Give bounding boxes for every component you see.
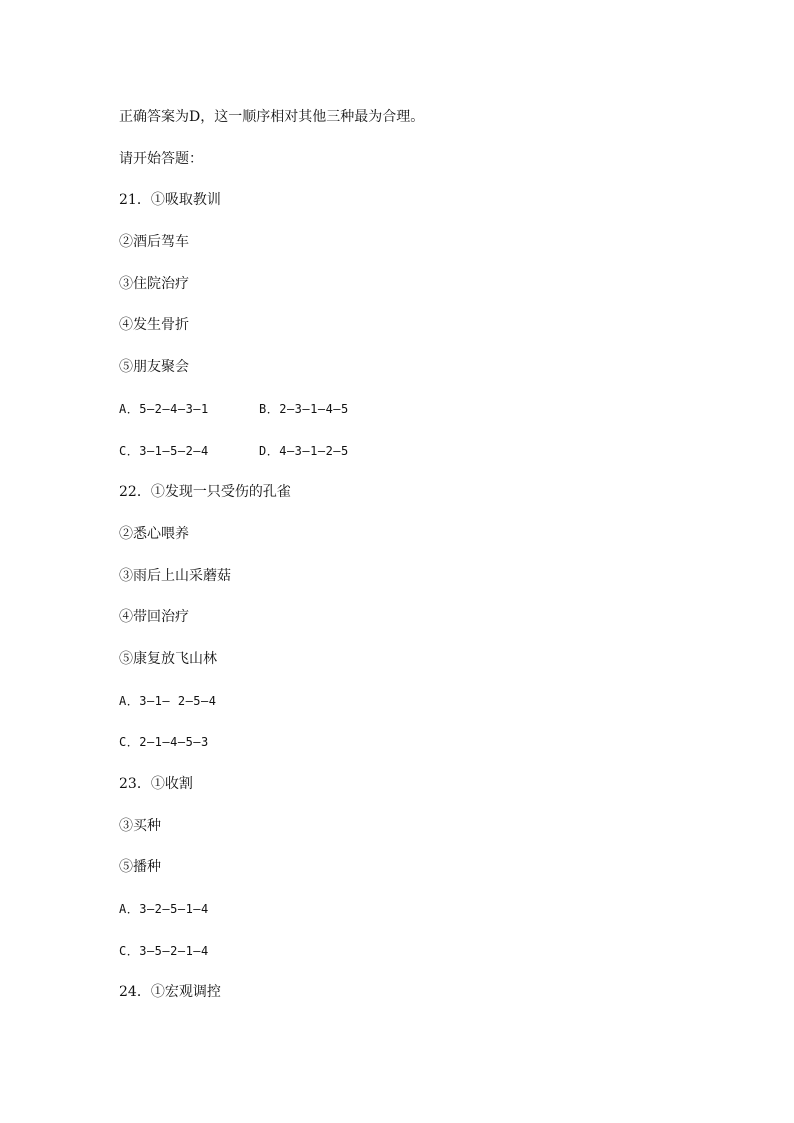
q21-stem: 21．①吸取教训 (119, 192, 221, 209)
q22-option-c: C．2—1—4—5—3 (119, 735, 209, 750)
start-prompt: 请开始答题： (119, 150, 203, 167)
q21-option-c: C．3—1—5—2—4 (119, 443, 209, 458)
q21-option-b: B．2—3—1—4—5 (259, 401, 349, 416)
q21-item-4: ④发生骨折 (119, 317, 189, 334)
q22-item-5: ⑤康复放飞山林 (119, 650, 217, 667)
q22-option-a: A．3—1— 2—5—4 (119, 693, 217, 708)
document-page (119, 107, 719, 1024)
q23-item-5: ⑤播种 (119, 859, 161, 876)
answer-note: 正确答案为D，这一顺序相对其他三种最为合理。 (119, 109, 425, 125)
q21-options-row-1 (119, 399, 719, 419)
q23-stem: 23．①收割 (119, 776, 193, 792)
q22-item-4: ④带回治疗 (119, 609, 189, 626)
q21-item-5: ⑤朋友聚会 (119, 359, 189, 376)
q21-option-d: D．4—3—1—2—5 (259, 443, 349, 458)
q21-item-3: ③住院治疗 (119, 275, 189, 292)
q22-item-3: ③雨后上山采蘑菇 (119, 567, 231, 584)
q22-stem: 22．①发现一只受伤的孔雀 (119, 484, 291, 501)
q21-option-a: A．5—2—4—3—1 (119, 401, 209, 416)
q24-stem: 24．①宏观调控 (119, 984, 221, 1001)
q21-item-2: ②酒后驾车 (119, 234, 189, 251)
q23-option-c: C．3—5—2—1—4 (119, 943, 209, 958)
q21-options-row-2 (119, 441, 719, 461)
q23-option-a: A．3—2—5—1—4 (119, 902, 209, 917)
q22-item-2: ②悉心喂养 (119, 525, 189, 542)
q23-item-3: ③买种 (119, 817, 161, 834)
